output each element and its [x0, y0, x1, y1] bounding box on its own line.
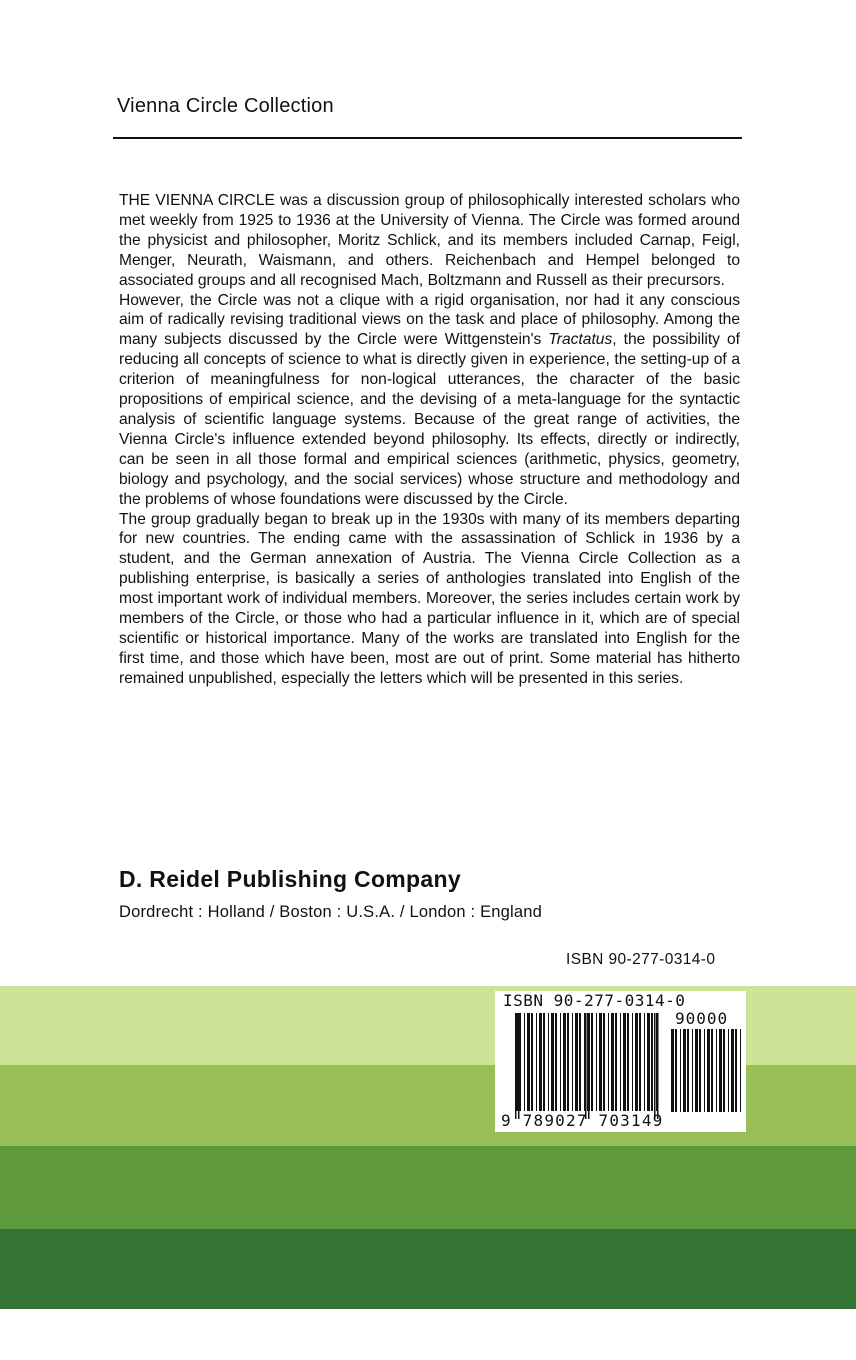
barcode-bar	[531, 1013, 533, 1111]
barcode-bar	[591, 1013, 593, 1111]
barcode-guard-bar	[585, 1013, 587, 1119]
barcode-bar	[707, 1029, 710, 1112]
barcode-bar	[555, 1013, 557, 1111]
barcode-bar	[615, 1013, 617, 1111]
barcode-bar	[675, 1029, 677, 1112]
barcode-bar	[656, 1013, 657, 1111]
barcode-bar	[623, 1013, 626, 1111]
barcode-bar	[719, 1029, 722, 1112]
barcode-bar	[639, 1013, 641, 1111]
barcode-bar	[647, 1013, 650, 1111]
paragraph-2-part-1: However, the Circle was not a clique with a rigid organisation, nor had it any conscious aim of radically revising traditional views on the task and place of philosophy. Among the many subjects discussed by the Circle were Wittgenstein's	[119, 291, 740, 349]
barcode-bar	[635, 1013, 638, 1111]
barcode-bar	[603, 1013, 605, 1111]
barcode-bar	[651, 1013, 653, 1111]
barcode-bar	[695, 1029, 698, 1112]
barcode-bar	[704, 1029, 705, 1112]
barcode	[495, 991, 746, 1132]
barcode-bar	[527, 1013, 530, 1111]
barcode-bar	[608, 1013, 609, 1111]
barcode-isbn: ISBN 90-277-0314-0	[503, 991, 686, 1010]
paragraph-2-part-2: , the possibility of reducing all concepts of science to what is directly given in experience, the setting-up of a criterion of meaningfulness for non-logical utterances, the character of the basic propositions of empirical science, and the devising of a meta-language for the syntactic analysis of scientific language systems. Because of the great range of activities, the Vienna Circle's influence extended beyond philosophy. Its effects, directly or indirectly, can be seen in all those formal and empirical sciences (arithmetic, physics, geometry, biology and psychology, and the social services) whose structure and methodology and the problems of whose foundations were discussed by the Circle.	[119, 331, 740, 508]
barcode-bar	[728, 1029, 729, 1112]
barcode-bar	[627, 1013, 629, 1111]
barcode-bar	[575, 1013, 578, 1111]
barcode-number: 9 789027 703149	[501, 1111, 664, 1130]
barcode-bar	[711, 1029, 713, 1112]
barcode-bar	[596, 1013, 597, 1111]
barcode-bar	[572, 1013, 573, 1111]
barcode-bar	[731, 1029, 734, 1112]
barcode-bar	[680, 1029, 681, 1112]
barcode-guard-bar	[654, 1013, 656, 1119]
barcode-bar	[735, 1029, 737, 1112]
publisher-name: D. Reidel Publishing Company	[119, 866, 461, 892]
barcode-bar	[611, 1013, 614, 1111]
barcode-bar	[563, 1013, 566, 1111]
barcode-guard-bar	[588, 1013, 590, 1119]
publisher-cities: Dordrecht : Holland / Boston : U.S.A. / London : England	[119, 903, 543, 921]
barcode-bar	[567, 1013, 569, 1111]
series-title: Vienna Circle Collection	[117, 95, 334, 117]
barcode-bar	[687, 1029, 689, 1112]
barcode-bar	[599, 1013, 602, 1111]
barcode-bar	[716, 1029, 717, 1112]
paragraph-1: THE VIENNA CIRCLE was a discussion group of philosophically interested scholars who met weekly from 1925 to 1936 at the University of Vienna. The Circle was formed around the physicist and philosopher, Moritz Schlick, and its members included Carnap, Feigl, Menger, Neurath, Waismann, and others. Reichenbach and Hempel belonged to associated groups and all recognised Mach, Boltzmann and Russell as their precursors.	[119, 192, 740, 289]
barcode-guard-bar	[657, 1013, 659, 1119]
color-band-4	[0, 1229, 856, 1309]
barcode-bar	[692, 1029, 693, 1112]
barcode-bar	[740, 1029, 741, 1112]
barcode-bar	[560, 1013, 561, 1111]
barcode-bar	[632, 1013, 633, 1111]
isbn-label: ISBN 90-277-0314-0	[566, 951, 716, 968]
description-text	[119, 191, 740, 689]
barcode-bar	[620, 1013, 621, 1111]
barcode-bar	[699, 1029, 701, 1112]
barcode-bar	[551, 1013, 554, 1111]
barcode-bar	[579, 1013, 581, 1111]
paragraph-2	[119, 291, 740, 510]
paragraph-3: The group gradually began to break up in the 1930s with many of its members departing for new countries. The ending came with the assassination of Schlick in 1936 by a student, and the German annexation of Austria. The Vienna Circle Collection as a publishing enterprise, is basically a series of anthologies translated into English of the most important work of individual members. Moreover, the series includes certain work by members of the Circle, or those who had a particular influence in it, which are of special scientific or historical importance. Many of the works are translated into English for the first time, and those which have been, most are out of print. Some material has hitherto remained unpublished, especially the letters which will be presented in this series.	[119, 510, 740, 687]
barcode-bar	[683, 1029, 686, 1112]
color-band-3	[0, 1146, 856, 1229]
barcode-addon: 90000	[675, 1009, 729, 1028]
barcode-bar	[548, 1013, 549, 1111]
barcode-bar	[723, 1029, 725, 1112]
tractatus-title: Tractatus	[548, 331, 613, 349]
barcode-bar	[584, 1013, 585, 1111]
barcode-bar	[644, 1013, 645, 1111]
header-rule	[113, 137, 742, 139]
barcode-guard-bar	[518, 1013, 520, 1119]
barcode-bar	[539, 1013, 542, 1111]
barcode-bar	[543, 1013, 545, 1111]
barcode-guard-bar	[515, 1013, 517, 1119]
barcode-bar	[524, 1013, 525, 1111]
barcode-bar	[536, 1013, 537, 1111]
barcode-bar	[671, 1029, 674, 1112]
